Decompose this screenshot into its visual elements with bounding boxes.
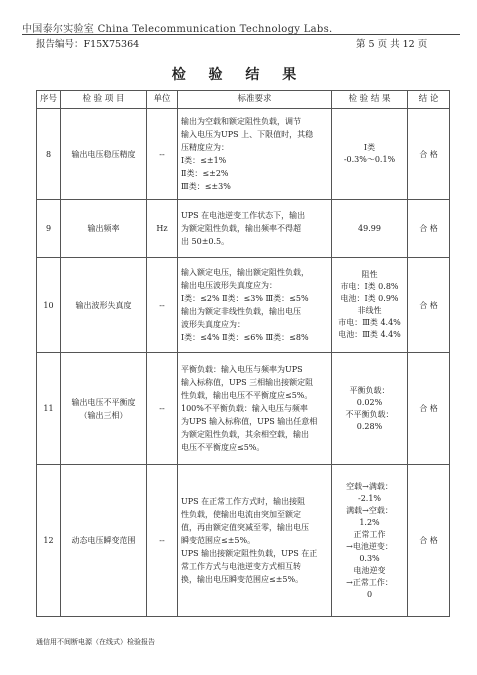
table-row — [37, 109, 450, 200]
col-header-no: 序号 — [37, 91, 61, 109]
requirement-line: 输入电压为UPS 上、下限值时，其稳 — [181, 130, 314, 139]
unit-cell: -- — [147, 258, 178, 353]
requirement-line: 值，再由额定值突减至零，输出电压 — [181, 523, 309, 532]
result-line: 0.02% — [356, 397, 383, 407]
test-item-line: 输出电压稳压精度 — [71, 149, 136, 159]
requirement-line: 压精度应为： — [181, 143, 229, 152]
result-line: 空载→满载： — [346, 481, 393, 491]
requirement-line: 输出为额定非线性负载，输出电压 — [181, 307, 301, 316]
test-item-line: 输出波形失真度 — [75, 300, 132, 310]
test-item — [61, 200, 147, 258]
requirement-line: UPS 在电池逆变工作状态下，输出 — [181, 211, 306, 220]
result-line: →正常工作： — [346, 577, 393, 587]
requirement-line: Ⅲ类：≤±3% — [181, 182, 231, 191]
result-line: 0.28% — [356, 421, 383, 431]
result-line: 市电：Ⅲ类 4.4% — [338, 318, 401, 327]
requirement-line: 输出为空载和额定阻性负载，调节 — [181, 117, 301, 126]
page-info: 第 5 页 共 12 页 — [356, 39, 428, 50]
row-number: 11 — [37, 353, 61, 465]
unit-cell: -- — [147, 465, 178, 617]
footer-report-name: 通信用不间断电源（在线式）检验报告 — [36, 638, 155, 646]
result-line: 正常工作 — [353, 529, 386, 539]
result-cell — [332, 258, 408, 353]
requirement-line: Ⅰ类：≤±1% — [181, 156, 227, 165]
requirement-line: 为额定阻性负载，其余相空载，输出 — [181, 430, 309, 439]
result-cell — [332, 109, 408, 200]
requirement-line: Ⅰ类：≤2% Ⅱ类：≤3% Ⅲ类：≤5% — [181, 294, 309, 303]
result-line: 49.99 — [358, 223, 381, 233]
test-item — [61, 353, 147, 465]
unit-cell: Hz — [147, 200, 178, 258]
result-line: 电池：Ⅲ类 4.4% — [338, 330, 401, 339]
col-header-item: 检 验 项 目 — [61, 91, 147, 109]
requirement-cell — [178, 465, 332, 617]
col-header-result: 检 验 结 果 — [332, 91, 408, 109]
col-header-requirement: 标准要求 — [178, 91, 332, 109]
result-line: Ⅰ类 — [363, 143, 376, 152]
requirement-line: 100%不平衡负载：输入电压与频率 — [181, 404, 308, 413]
row-number: 10 — [37, 258, 61, 353]
requirement-cell — [178, 258, 332, 353]
test-item-line: 输出频率 — [87, 224, 120, 233]
row-number: 12 — [37, 465, 61, 617]
unit-cell: -- — [147, 353, 178, 465]
table-row — [37, 353, 450, 465]
row-number: 9 — [37, 200, 61, 258]
requirement-line: 瞬变范围应≤±5%。 — [181, 536, 256, 545]
col-header-conclusion: 结 论 — [408, 91, 450, 109]
test-item — [61, 109, 147, 200]
result-line: -0.3%～0.1% — [343, 155, 396, 164]
result-cell — [332, 353, 408, 465]
result-line: 非线性 — [357, 306, 382, 315]
test-item-line: （输出三相） — [79, 410, 128, 420]
result-line: 电池逆变 — [353, 565, 386, 575]
unit-cell: -- — [147, 109, 178, 200]
lab-banner: 中国泰尔实验室 China Telecommunication Technology Labs. — [22, 24, 333, 34]
conclusion-cell: 合 格 — [408, 200, 450, 258]
row-number: 8 — [37, 109, 61, 200]
requirement-line: 常工作方式与电池逆变方式相互转 — [181, 562, 301, 571]
col-header-unit: 单位 — [147, 91, 178, 109]
header-rule — [22, 34, 460, 35]
requirement-line: 为额定阻性负载，输出频率不得超 — [181, 224, 301, 233]
requirement-line: 平衡负载：输入电压与频率为UPS — [181, 365, 303, 374]
result-line: -2.1% — [357, 493, 382, 503]
result-line: 0.3% — [359, 553, 380, 563]
requirement-line: 性负载，使输出电流由突加至额定 — [181, 510, 301, 519]
test-item-line: 动态电压瞬变范围 — [71, 536, 136, 545]
requirement-line: 为UPS 输入标称值，UPS 输出任意相 — [181, 417, 318, 426]
result-line: 1.2% — [359, 517, 380, 527]
test-item-line: 输出电压不平衡度 — [71, 397, 136, 407]
page-title: 检 验 结 果 — [171, 67, 306, 83]
table-row — [37, 258, 450, 353]
table-row — [37, 200, 450, 258]
result-cell — [332, 200, 408, 258]
requirement-cell — [178, 353, 332, 465]
requirement-line: 性负载，输出电压不平衡度应≤5%。 — [181, 391, 313, 400]
result-line: 电池：Ⅰ类 0.9% — [340, 294, 399, 303]
result-line: →电池逆变： — [346, 541, 393, 551]
requirement-line: Ⅱ类：≤±2% — [181, 169, 229, 178]
requirement-line: 波形失真度应为： — [181, 320, 245, 329]
result-line: 满载→空载： — [346, 505, 393, 515]
test-item — [61, 465, 147, 617]
table-header-row — [37, 91, 450, 109]
requirement-line: 换，输出电压瞬变范围应≤±5%。 — [181, 575, 304, 584]
results-table — [36, 90, 450, 617]
test-item — [61, 258, 147, 353]
result-cell — [332, 465, 408, 617]
result-line: 不平衡负载： — [345, 409, 394, 419]
conclusion-cell: 合 格 — [408, 109, 450, 200]
conclusion-cell: 合 格 — [408, 465, 450, 617]
requirement-line: Ⅰ类：≤4% Ⅱ类：≤6% Ⅲ类：≤8% — [181, 333, 309, 342]
requirement-line: 电压不平衡度应≤5%。 — [181, 443, 265, 452]
result-line: 平衡负载： — [349, 385, 390, 395]
requirement-line: 输入标称值，UPS 三相输出接额定阻 — [181, 378, 314, 387]
conclusion-cell: 合 格 — [408, 353, 450, 465]
requirement-line: UPS 在正常工作方式时，输出接阻 — [181, 497, 306, 506]
requirement-line: 出 50±0.5。 — [181, 237, 230, 246]
result-line: 市电：Ⅰ类 0.8% — [340, 282, 399, 291]
requirement-line: 输出电压波形失真度应为： — [181, 281, 277, 290]
requirement-line: UPS 输出接额定阻性负载，UPS 在正 — [181, 549, 318, 558]
conclusion-cell: 合 格 — [408, 258, 450, 353]
result-line: 0 — [366, 589, 373, 599]
report-number: 报告编号：F15X75364 — [36, 39, 140, 50]
table-row — [37, 465, 450, 617]
result-line: 阻性 — [361, 270, 378, 279]
requirement-cell — [178, 109, 332, 200]
requirement-line: 输入额定电压，输出额定阻性负载， — [181, 268, 309, 277]
requirement-cell — [178, 200, 332, 258]
